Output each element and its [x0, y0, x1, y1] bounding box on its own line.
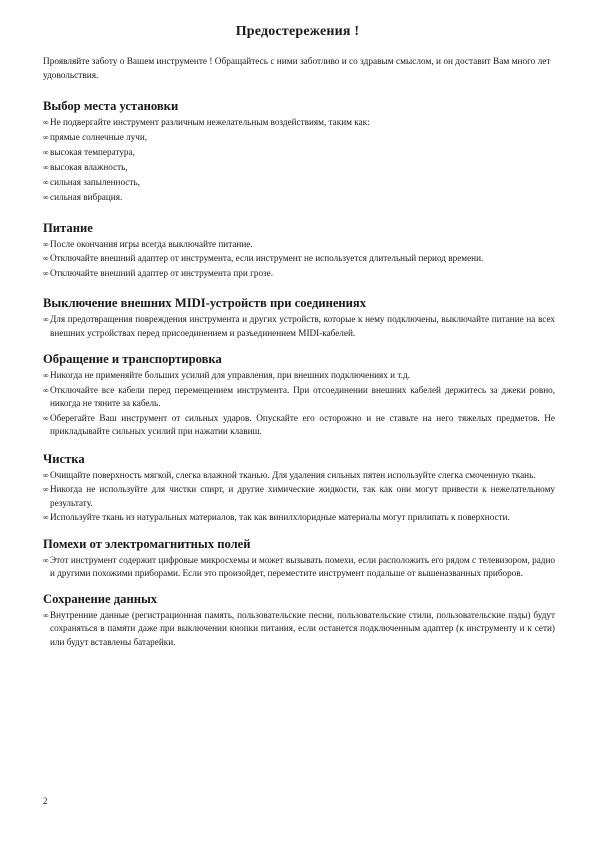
- infinity-bullet-icon: ∞: [43, 163, 49, 172]
- section-heading: Питание: [43, 220, 93, 235]
- intro-paragraph: Проявляйте заботу о Вашем инструменте ! Обращайтесь с ними заботливо и со здравым смыслом, и он доставит Вам много лет удовольствия.: [43, 57, 551, 81]
- infinity-bullet-icon: ∞: [43, 133, 49, 142]
- section-heading: Обращение и транспортировка: [43, 352, 222, 366]
- infinity-bullet-icon: ∞: [43, 148, 49, 157]
- section-heading: Сохранение данных: [43, 591, 158, 606]
- section-power: [43, 221, 555, 281]
- list-item: [43, 511, 555, 525]
- list-item: [43, 161, 555, 175]
- infinity-bullet-icon: ∞: [43, 315, 49, 324]
- list-item-text: Этот инструмент содержит цифровые микросхемы и может вызывать помехи, если расположить его рядом с телевизором, радио и другими похожими приборами. Если это произойдет, переместите инструмент подальше от вышеназванных приборов.: [50, 554, 555, 578]
- infinity-bullet-icon: ∞: [43, 555, 49, 565]
- list-item: [43, 267, 555, 281]
- bullet-list: [43, 238, 555, 281]
- list-item-text: сильная вибрация.: [50, 192, 123, 202]
- document-content: [43, 55, 555, 650]
- section-heading: Выбор места установки: [43, 99, 179, 113]
- infinity-bullet-icon: ∞: [43, 193, 49, 202]
- list-item: [43, 313, 555, 340]
- section-heading: Помехи от электромагнитных полей: [43, 536, 251, 551]
- list-item-text: Внутренние данные (регистрационная память, пользовательские песни, пользовательские стили, пользовательские пэды) будут сохраняться в памяти даже при выключении кнопки питания, если останется подключенным адаптер (к инструменту и к сети) или будут вставлены батарейки.: [50, 609, 555, 647]
- infinity-bullet-icon: ∞: [43, 239, 49, 249]
- list-item: [43, 384, 555, 411]
- section-heading: Чистка: [43, 451, 85, 466]
- list-item: [43, 609, 555, 650]
- list-item: [43, 412, 555, 439]
- infinity-bullet-icon: ∞: [43, 513, 49, 522]
- list-item: [43, 116, 555, 130]
- list-item: [43, 176, 555, 190]
- list-item-text: Никогда не используйте для чистки спирт, и другие химические жидкости, так как они могут привести к нежелательному результату.: [50, 484, 555, 508]
- section-midi-devices: [43, 296, 555, 340]
- section-data-retention: [43, 592, 555, 650]
- list-item: [43, 369, 555, 383]
- infinity-bullet-icon: ∞: [43, 268, 49, 278]
- list-item: [43, 131, 555, 145]
- infinity-bullet-icon: ∞: [43, 485, 49, 494]
- section-cleaning: [43, 452, 555, 525]
- list-item-text: Никогда не применяйте больших усилий для управления, при внешних подключениях и т.д.: [50, 370, 410, 380]
- list-item-text: высокая температура,: [50, 147, 135, 157]
- list-item: [43, 252, 555, 266]
- page-number: 2: [43, 796, 48, 806]
- bullet-list: [43, 469, 555, 525]
- infinity-bullet-icon: ∞: [43, 254, 49, 263]
- infinity-bullet-icon: ∞: [43, 118, 49, 127]
- bullet-list: [43, 554, 555, 581]
- list-item: [43, 469, 555, 483]
- list-item-text: сильная запыленность,: [50, 177, 140, 187]
- bullet-list: [43, 313, 555, 340]
- list-item-text: Для предотвращения повреждения инструмента и других устройств, которые к нему подключены, выключайте питание на всех внешних устройствах перед присоединением и разъединением MIDI-кабелей.: [50, 314, 555, 338]
- section-electromagnetic-interference: [43, 537, 555, 581]
- bullet-list: [43, 116, 555, 205]
- list-item-text: Отключайте все кабели перед перемещением инструмента. При отсоединении внешних кабелей держитесь за джеки ровно, никогда не тяните за кабель.: [50, 384, 555, 408]
- section-heading: Выключение внешних MIDI-устройств при соединениях: [43, 296, 367, 310]
- infinity-bullet-icon: ∞: [43, 178, 49, 187]
- section-handling-transport: [43, 352, 555, 439]
- list-item-text: высокая влажность,: [50, 162, 128, 172]
- page-title: Предостережения !: [235, 24, 360, 39]
- list-item-text: Оберегайте Ваш инструмент от сильных ударов. Опускайте его осторожно и не ставьте на него тяжелых предметов. Не прикладывайте сильных усилий при нажатии клавиш.: [50, 412, 555, 436]
- list-item: [43, 146, 555, 160]
- infinity-bullet-icon: ∞: [43, 470, 49, 480]
- list-item-text: Отключайте внешний адаптер от инструмента при грозе.: [50, 267, 274, 278]
- infinity-bullet-icon: ∞: [43, 385, 49, 395]
- list-item-text: Отключайте внешний адаптер от инструмента, если инструмент не используется длительный период времени.: [50, 253, 484, 263]
- section-installation-location: [43, 99, 555, 205]
- list-item: [43, 191, 555, 205]
- infinity-bullet-icon: ∞: [43, 413, 49, 423]
- list-item-text: Не подвергайте инструмент различным нежелательным воздействиям, таким как:: [50, 117, 370, 127]
- list-item-text: прямые солнечные лучи,: [50, 132, 148, 142]
- bullet-list: [43, 369, 555, 439]
- bullet-list: [43, 609, 555, 650]
- infinity-bullet-icon: ∞: [43, 610, 49, 620]
- list-item: [43, 554, 555, 581]
- list-item-text: Очищайте поверхность мягкой, слегка влажной тканью. Для удаления сильных пятен используйте слегка смоченную ткань.: [50, 469, 536, 480]
- list-item-text: Используйте ткань из натуральных материалов, так как винилхлоридные материалы могут прилипать к поверхности.: [50, 512, 510, 522]
- list-item: [43, 238, 555, 252]
- infinity-bullet-icon: ∞: [43, 371, 49, 380]
- list-item-text: После окончания игры всегда выключайте питание.: [50, 238, 253, 249]
- list-item: [43, 483, 555, 510]
